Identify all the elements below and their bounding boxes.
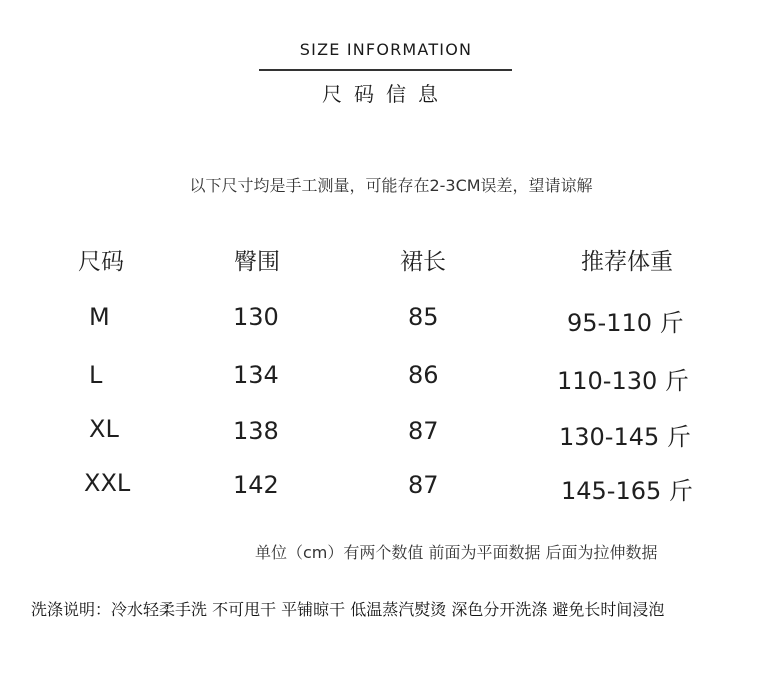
- table-cell-length: 85: [408, 303, 439, 331]
- column-header-hip: 臀围: [234, 249, 280, 275]
- table-cell-size: XL: [89, 415, 119, 443]
- unit-note: 单位（cm）有两个数值 前面为平面数据 后面为拉伸数据: [255, 543, 658, 562]
- column-header-length: 裙长: [400, 249, 446, 275]
- measurement-note: 以下尺寸均是手工测量，可能存在2-3CM误差，望请谅解: [189, 176, 593, 195]
- column-header-weight: 推荐体重: [581, 249, 673, 275]
- table-cell-weight: 110-130 斤: [557, 367, 689, 395]
- table-cell-hip: 138: [233, 417, 279, 445]
- table-cell-weight: 130-145 斤: [559, 423, 691, 451]
- table-cell-weight: 145-165 斤: [561, 477, 693, 505]
- table-cell-weight: 95-110 斤: [567, 309, 684, 337]
- wash-instructions: 洗涤说明：冷水轻柔手洗 不可甩干 平铺晾干 低温蒸汽熨烫 深色分开洗涤 避免长时间浸泡: [31, 600, 665, 619]
- title-divider: [259, 69, 512, 71]
- table-cell-length: 87: [408, 417, 439, 445]
- column-header-size: 尺码: [78, 249, 124, 275]
- table-cell-length: 87: [408, 471, 439, 499]
- table-cell-hip: 134: [233, 361, 279, 389]
- table-cell-size: XXL: [84, 469, 131, 497]
- page-title-en: SIZE INFORMATION: [299, 40, 473, 59]
- table-cell-size: M: [89, 303, 110, 331]
- table-cell-hip: 142: [233, 471, 279, 499]
- page-title-cn: 尺码信息: [322, 82, 450, 106]
- table-cell-size: L: [89, 361, 103, 389]
- table-cell-hip: 130: [233, 303, 279, 331]
- table-cell-length: 86: [408, 361, 439, 389]
